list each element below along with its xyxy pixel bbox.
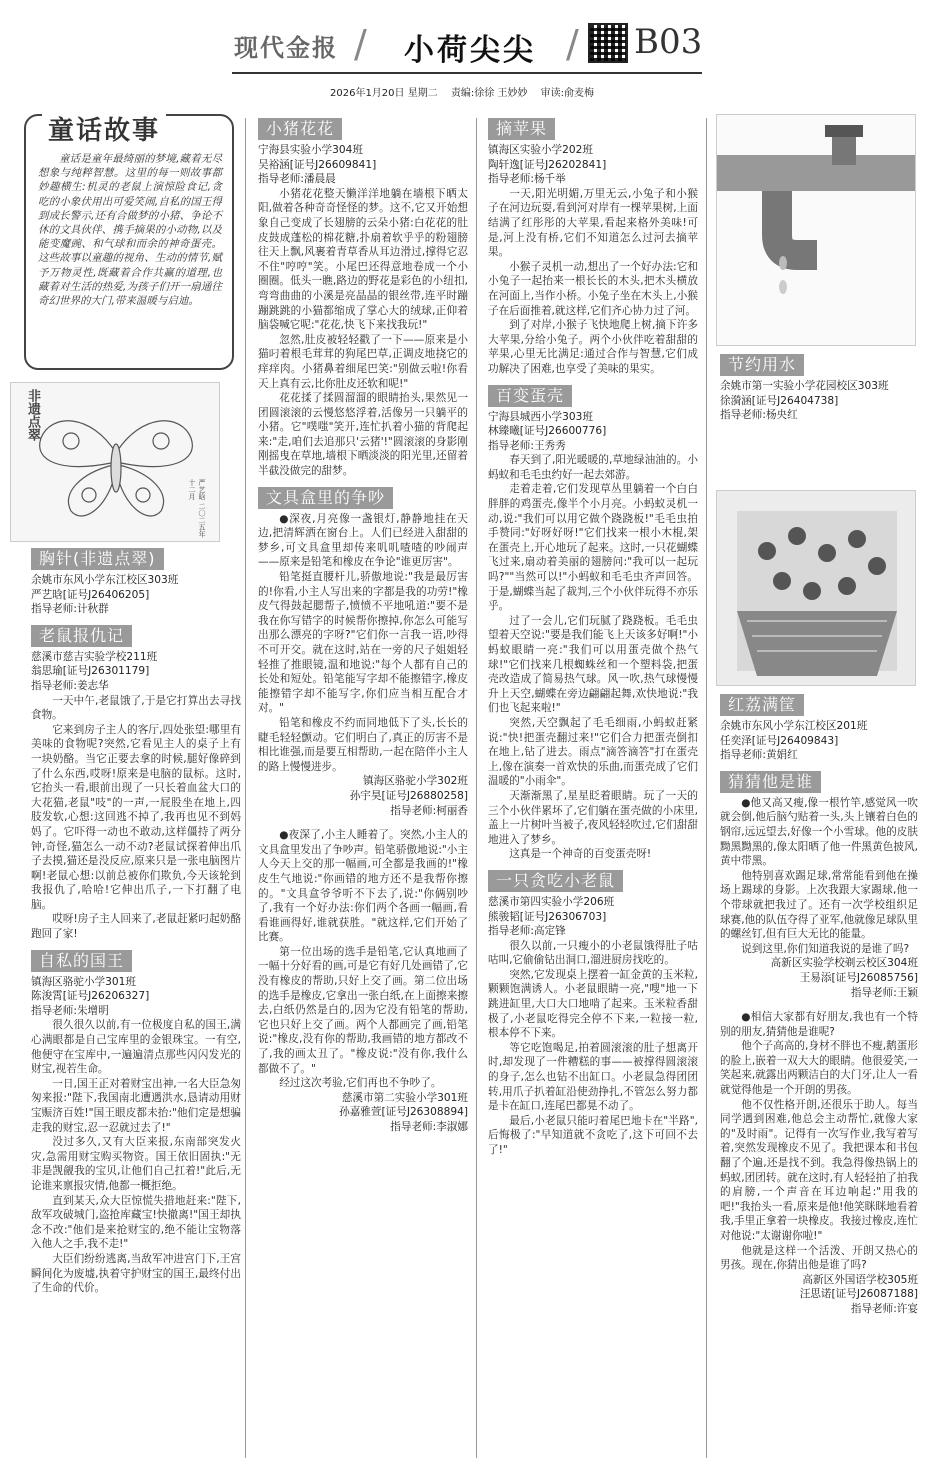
column-4-upper xyxy=(720,354,918,423)
paragraph: ●相信大家都有好朋友,我也有一个特别的朋友,猜猜他是谁呢? xyxy=(720,1011,918,1038)
paragraph: 一天,阳光明媚,万里无云,小兔子和小猴子在河边玩耍,看到河对岸有一棵苹果树,上面结满了红彤彤的大苹果,看起来格外美味!可是,河上没有桥,它们不知道怎么过河去摘苹果。 xyxy=(488,187,698,259)
article-stationery-contest xyxy=(258,828,468,1134)
paragraph: 很久很久以前,有一位极度自私的国王,满心满眼都是自己宝库里的金银珠宝。一有空,他便守在宝库中,一遍遍清点那些闪闪发光的财宝,视若生命。 xyxy=(31,1019,241,1076)
author-school: 余姚市东风小学东江校区201班 xyxy=(720,720,868,732)
article-title: 小猪花花 xyxy=(258,118,342,140)
author-school: 镇海区骆驼小学302班 xyxy=(363,775,468,788)
instructor: 指导老师:姜志华 xyxy=(31,679,109,692)
article-guess-who xyxy=(720,771,918,1000)
paragraph: 过了一会儿,它们玩腻了跷跷板。毛毛虫望着天空说:"要是我们能飞上天该多好啊!"小蚂蚁眼睛一亮:"我们可以用蛋壳做个热气球!"它们找来几根蜘蛛丝和一个塑料袋,把蛋壳改造成了简易热气球。风一吹,热气球慢慢升上天空,蝴蝶在旁边翩翩起舞,欢快地说:"我们也飞起来啦!" xyxy=(488,614,698,715)
section-name: 小荷尖尖 xyxy=(404,33,536,68)
paragraph: 突然,它发现桌上摆着一缸金黄的玉米粒,颗颗饱满诱人。小老鼠眼睛一亮,"嗖"地一下跳进缸里,大口大口地啃了起来。玉米粒香甜极了,小老鼠吃得完全停不下来,一粒接一粒,根本停不下来。 xyxy=(488,968,698,1040)
author-name: 林臻曦[证号J26600776] xyxy=(488,425,607,438)
column-divider xyxy=(476,118,477,1458)
article-title: 猜猜他是谁 xyxy=(720,771,821,793)
column-4 xyxy=(720,694,918,1317)
instructor: 指导老师:朱增明 xyxy=(31,1004,109,1017)
author-name: 汪思诺[证号J26087188] xyxy=(799,1288,918,1301)
paragraph: ●夜深了,小主人睡着了。突然,小主人的文具盒里发出了争吵声。铅笔骄傲地说:"小主人今天上交的那一幅画,可全都是我画的!"橡皮生气地说:"你画错的地方还不是我帮你擦的。"文具盒爷爷听不下去了,说:"你俩别吵了,我有一个好办法:你们两个各画一幅画,看看谁画得好,谁就获胜。"就这样,它们开始了比赛。 xyxy=(258,829,468,944)
article-stationery-quarrel xyxy=(258,487,468,818)
paragraph: 没过多久,又有大臣来报,东南部突发火灾,急需用财宝购买物资。国王依旧固执:"无非是觊觎我的宝贝,让他们自己扛着!"此后,无论谁来禀报灾情,他都一概拒绝。 xyxy=(31,1136,241,1192)
paragraph: 直到某天,众大臣惊慌失措地赶来:"陛下,敌军攻破城门,盗抢库藏宝!快撤离!"国王却执念不改:"他们是来抢财宝的,绝不能让宝物落入他人之手,我不走!" xyxy=(31,1194,241,1251)
paragraph: 一日,国王正对着财宝出神,一名大臣急匆匆来报:"陛下,我国南北遭遇洪水,恳请动用财宝赈济百姓!"国王眼皮都未抬:"他们定是想骗走我的财宝,忍一忍就过去了!" xyxy=(31,1077,241,1134)
paragraph: 等它吃饱喝足,拍着圆滚滚的肚子想离开时,却发现了一件糟糕的事——被撑得圆滚滚的身子,怎么也钻不出缸口。小老鼠急得团团转,用爪子扒着缸沿使劲挣扎,不管怎么努力都是卡在缸口,连尾巴都晃不动了。 xyxy=(488,1041,698,1113)
paragraph: 一天中午,老鼠饿了,于是它打算出去寻找食物。 xyxy=(31,694,241,722)
dateline xyxy=(330,84,604,99)
author-school: 余姚市东风小学东江校区303班 xyxy=(31,574,179,586)
author-school: 镇海区实验小学202班 xyxy=(488,144,593,156)
paragraph: 经过这次考验,它们再也不争吵了。 xyxy=(279,1077,442,1090)
article-piggy-huahua xyxy=(258,118,468,479)
paragraph: 他个子高高的,身材不胖也不瘦,鹅蛋形的脸上,嵌着一双大大的眼睛。他很爱笑,一笑起来,就露出两颗洁白的大门牙,让人一看就觉得他是一个开朗的男孩。 xyxy=(720,1040,918,1097)
paragraph: 花花揉了揉圆溜溜的眼睛抬头,果然见一团圆滚滚的云慢悠悠浮着,活像另一只躺平的小猪。它"噗嗤"笑开,连忙扒着小猫的背爬起来:"走,咱们去追那只'云猪'!"圆滚滚的身影刚刚摇曳在草地,墙根下晒淡淡的阳光里,还留着半截没做完的甜梦。 xyxy=(258,392,468,478)
article-title: 百变蛋壳 xyxy=(488,385,572,407)
paragraph: 铅笔挺直腰杆儿,骄傲地说:"我是最厉害的!你看,小主人写出来的字都是我的功劳!"橡皮气得鼓起腮帮子,愤愤不平地吼道:"要不是我在你写错字的时候帮你擦掉,你怎么可能写出那么漂亮的字呀?"它们你一言我一语,吵得不可开交。就在这时,站在一旁的尺子姐姐轻轻推了推眼镜,温和地说:"每个人都有自己的长处和短处。铅笔能写字却不能擦错字,橡皮能擦错字却不能写字,你们应当相互配合才对。" xyxy=(258,571,468,715)
author-school: 慈溪市第二实验小学301班 xyxy=(341,1091,468,1104)
article-lychee xyxy=(720,694,918,763)
paragraph: 到了对岸,小猴子飞快地爬上树,摘下许多大苹果,分给小兔子。两个小伙伴吃着甜甜的苹果,心里无比满足:通过合作与智慧,它们成功解决了困难,也享受了美味的果实。 xyxy=(488,319,698,375)
instructor: 指导老师:潘晨晨 xyxy=(258,173,336,186)
article-brooch xyxy=(31,548,241,617)
instructor: 指导老师:王秀秀 xyxy=(488,439,566,452)
fairy-tale-intro-box xyxy=(24,114,234,370)
author-name: 翁思瑜[证号J26301179] xyxy=(31,665,150,678)
article-title: 老鼠报仇记 xyxy=(31,625,132,647)
lychee-basket-drawing xyxy=(717,491,916,686)
author-name: 孙宇昊[证号J26880258] xyxy=(349,789,468,802)
instructor: 指导老师:许宴 xyxy=(850,1302,918,1315)
author-school: 慈溪市第四实验小学206班 xyxy=(488,895,615,908)
paragraph: 天渐渐黑了,星星眨着眼睛。玩了一天的三个小伙伴累坏了,它们躺在蛋壳做的小床里,盖上一片树叶当被子,夜风轻轻吹过,它们甜甜地进入了梦乡。 xyxy=(488,789,698,846)
article-greedy-mouse xyxy=(488,870,698,1158)
article-title: 胸针(非遗点翠) xyxy=(31,548,164,570)
column-2 xyxy=(258,118,468,1135)
instructor: 指导老师:杨千举 xyxy=(488,173,566,186)
author-name: 陈浚霄[证号J26206327] xyxy=(31,990,150,1003)
editor-credit: 责编:徐徐 王妙妙 xyxy=(450,88,528,99)
paragraph: 走着走着,它们发现草丛里躺着一个白白胖胖的鸡蛋壳,像半个小月亮。小蚂蚁灵机一动,说:"我们可以用它做个跷跷板!"毛毛虫拍手赞同:"好呀好呀!"它们找来一根小木棍,架在蛋壳上,开心地玩了起来。这时,一只花蝴蝶飞过来,扇动着美丽的翅膀问:"我可以一起玩吗?""当然可以!"小蚂蚁和毛毛虫齐声回答。于是,蝴蝶当起了裁判,三个小伙伴玩得不亦乐乎。 xyxy=(488,483,698,613)
column-divider xyxy=(706,118,707,1458)
paragraph: 他就是这样一个活泼、开朗又热心的男孩。现在,你猜出他是谁了吗? xyxy=(720,1244,918,1272)
author-name: 陶轩逸[证号J26202841] xyxy=(488,158,607,171)
issue-date: 2026年1月20日 星期二 xyxy=(330,88,438,99)
paragraph: 铅笔和橡皮不约而同地低下了头,长长的睫毛轻轻颤动。它们明白了,真正的厉害不是相比谁强,而是要互相帮助,一起在陪伴小主人的路上慢慢进步。 xyxy=(258,716,468,773)
paragraph: 忽然,肚皮被轻轻戳了一下——原来是小猫叼着根毛茸茸的狗尾巴草,正调皮地挠它的痒痒肉。小猪鼻着细尾巴笑:"别做云啦!你看天上真有云,比你肚皮还软和呢!" xyxy=(258,333,468,390)
author-school: 慈溪市慈吉实验学校211班 xyxy=(31,650,158,663)
water-saving-artwork xyxy=(716,114,916,346)
faucet-drawing xyxy=(717,115,916,346)
paragraph: ●他又高又瘦,像一根竹竿,感觉风一吹就会倒,他后脑勺贴着一头,头上镶着白色的钢帘,远远望去,好像一个小雪球。他的皮肤黝黑黝黑的,像太阳晒了他一件黑黄色披风,黄中带黑。 xyxy=(720,796,918,868)
artist-signature: 严艺晗 二〇二五年十二月 xyxy=(188,479,206,538)
paragraph: 大臣们纷纷逃离,当敌军冲进宫门下,王宫瞬间化为废墟,执着守护财宝的国王,最终付出了生命的代价。 xyxy=(31,1252,241,1295)
article-mouse-revenge xyxy=(31,625,241,942)
author-school: 高新区实验学校剃云校区304班 xyxy=(770,957,918,970)
masthead-rule xyxy=(232,72,702,74)
masthead xyxy=(0,0,934,80)
author-school: 镇海区骆驼小学301班 xyxy=(31,975,136,988)
paragraph: 它来到房子主人的客厅,四处张望:哪里有美味的食物呢?突然,它看见主人的桌子上有一块奶酪。当它正要去拿的时候,腿好像碎到了什么东西,哎呀!原来是电脑的鼠标。这时,它抬头一看,眼前出现了一只长着血盆大口的大花猫,老鼠"吱"的一声,一屁股坐在地上,四肢发软,心想:这回逃不掉了,我再也见不到妈妈了。它吓得一动也不敢动,这样僵持了两分钟,奇怪,猫怎么一动不动?老鼠试探着伸出爪子去摸,猫还是没反应,原来只是一张电脑图片啊!老鼠心想:以前总被你们欺负,今天该轮到我报仇了,哈哈!它伸出爪子,一下打翻了电脑。 xyxy=(31,723,241,911)
instructor: 指导老师:杨央红 xyxy=(720,409,798,422)
paragraph: 说到这里,你们知道我说的是谁了吗? xyxy=(741,942,910,955)
reviewer-credit: 审读:俞麦梅 xyxy=(540,88,595,99)
fairy-tale-intro: 童话是童年最绮丽的梦境,藏着无尽想象与纯粹智慧。这里的每一则故事都妙趣横生:机灵的老鼠上演惊险食记,贪吃的小象伏用出可爱笑闹,自私的国王得到成长警示,还有合做梦的小猪、争论不休的文具伙伴、携手摘果的小动物,以及能变魔豌、和气球和而余的神奇蛋壳。这些故事以童趣的视角、生动的情节,赋予万物灵性,既藏着合作共赢的道理,也藏着对生活的热爱,为孩子们开一扇通往奇幻世界的大门,带来温暖与启迪。 xyxy=(38,153,222,308)
paragraph: 他特别喜欢踢足球,常常能看到他在操场上踢球的身影。上次我跟大家踢球,他一个带球就把我过了。还有一次学校组织足球赛,他的队伍夺得了亚军,他就像足球队里的螺丝钉,但有巨大无比的能量。 xyxy=(720,869,918,941)
article-title: 节约用水 xyxy=(720,354,804,376)
paragraph: 小猴子灵机一动,想出了一个好办法:它和小兔子一起抬来一根长长的木头,把木头横放在河面上,当作小桥。小兔子坐在木头上,小猴子在后面推着,就这样,它们齐心协力过了河。 xyxy=(488,260,698,317)
paragraph: 哎呀!房子主人回来了,老鼠赶紧叼起奶酪跑回了家! xyxy=(31,913,241,941)
paragraph: 小猪花花整天懒洋洋地躺在墙根下晒太阳,做着各种奇奇怪怪的梦。这不,它又开始想象自己变成了长翅膀的云朵小猪:白花花的肚皮鼓成蓬松的棉花糖,扑扇着软乎乎的粉翅膀往天上飘,风裹着青草香从耳边滑过,撑得它忍不住"哼哼"笑。小尾巴还得意地卷成一个小圈圈。低头一瞧,路边的野花是彩色的小纽扣,弯弯曲曲的小溪是亮晶晶的银丝带,连平时蹦蹦跳跳的小猫都缩成了掌心大的绒球,正仰着脑袋喊它呢:"花花,快飞下来找我玩!" xyxy=(258,187,468,332)
author-name: 任奕泽[证号J26409843] xyxy=(720,734,839,747)
article-title: 一只贪吃小老鼠 xyxy=(488,870,623,892)
page-number: B03 xyxy=(634,22,703,62)
instructor: 指导老师:李淑娜 xyxy=(390,1121,468,1133)
author-school: 余姚市第一实验小学花园校区303班 xyxy=(720,380,889,392)
art-label: 非遗点翠 xyxy=(25,389,40,441)
author-school: 宁海县城西小学303班 xyxy=(488,410,593,423)
paragraph: 这真是一个神奇的百变蛋壳呀! xyxy=(509,848,652,861)
paragraph: 第一位出场的选手是铅笔,它认真地画了一幅十分好看的画,可是它有好几处画错了,它没有橡皮的帮助,只好上交了画。第二位出场的选手是橡皮,它拿出一张白纸,在上面擦来擦去,白纸仍然是白的,因为它没有铅笔的帮助,它也只好上交了画。两个人都画完了画,铅笔说:"橡皮,没有你的帮助,我画错的地方都改不了,我的画太丑了。"橡皮说:"没有你,我什么都做不了。" xyxy=(258,945,468,1075)
instructor: 指导老师:王颖 xyxy=(850,986,918,999)
article-magic-eggshell xyxy=(488,385,698,862)
column-1 xyxy=(31,548,241,1296)
instructor: 指导老师:柯丽香 xyxy=(390,804,468,817)
instructor: 指导老师:计秋群 xyxy=(31,603,109,616)
paragraph: 突然,天空飘起了毛毛细雨,小蚂蚁赶紧说:"快!把蛋壳翻过来!"它们合力把蛋壳倒扣在地上,钻了进去。雨点"滴答滴答"打在蛋壳上,像在演奏一首欢快的乐曲,而蛋壳成了它们温暖的"小雨伞"。 xyxy=(488,716,698,788)
newspaper-name: 现代金报 xyxy=(234,33,338,62)
instructor: 指导老师:高定锋 xyxy=(488,925,566,938)
paragraph: 他不仅性格开朗,还很乐于助人。每当同学遇到困难,他总会主动帮忙,就像大家的"及时雨"。记得有一次写作业,我写着写着,突然发现橡皮不见了。我把课本和书包翻了个遍,还是找不到。我急得像热锅上的蚂蚁,团团转。就在这时,有人轻轻拍了拍我的肩膀,一个声音在耳边响起:"用我的吧!"我抬头一看,原来是他!他笑眯眯地看着我,手里正拿着一块橡皮。我接过橡皮,连忙对他说:"太谢谢你啦!" xyxy=(720,1098,918,1242)
author-name: 王易添[证号J26085756] xyxy=(799,971,918,984)
author-name: 熊骏韬[证号J26306703] xyxy=(488,910,607,923)
article-title: 红荔满筐 xyxy=(720,694,804,716)
author-name: 孙嘉雅萱[证号J26308894] xyxy=(339,1106,468,1119)
paragraph: 很久以前,一只瘦小的小老鼠饿得肚子咕咕叫,它偷偷钻出洞口,溜进厨房找吃的。 xyxy=(488,939,698,967)
article-title: 文具盒里的争吵 xyxy=(258,487,393,509)
divider-slash: / xyxy=(354,22,367,66)
author-name: 严艺晗[证号J26406205] xyxy=(31,588,150,601)
author-school: 宁海县实验小学304班 xyxy=(258,144,363,156)
column-3 xyxy=(488,118,698,1158)
article-picking-apples xyxy=(488,118,698,377)
author-name: 徐漪涵[证号J26404738] xyxy=(720,394,839,407)
article-title: 摘苹果 xyxy=(488,118,555,140)
paragraph: ●深夜,月亮像一盏银灯,静静地挂在天边,把清辉洒在窗台上。人们已经进入甜甜的梦乡,可文具盒里却传来叽叽喳喳的吵闹声——原来是铅笔和橡皮在争论"谁更厉害"。 xyxy=(258,512,468,569)
lychee-basket-artwork xyxy=(716,490,916,686)
instructor: 指导老师:黄娟红 xyxy=(720,749,798,762)
qr-code-icon[interactable] xyxy=(588,23,628,63)
column-divider xyxy=(245,118,246,1458)
brooch-artwork xyxy=(10,382,220,542)
author-school: 高新区外国语学校305班 xyxy=(802,1273,918,1286)
author-name: 吴裕涵[证号J26609841] xyxy=(258,158,377,171)
article-guess-who-2 xyxy=(720,1010,918,1316)
article-title: 自私的国王 xyxy=(31,950,132,972)
article-selfish-king xyxy=(31,950,241,1296)
paragraph: 最后,小老鼠只能叼着尾巴地卡在"半路",后悔极了:"早知道就不贪吃了,这下可回不去了!" xyxy=(488,1114,698,1156)
paragraph: 春天到了,阳光暖暖的,草地绿油油的。小蚂蚁和毛毛虫约好一起去郊游。 xyxy=(488,454,698,481)
fairy-tale-title: 童话故事 xyxy=(42,110,166,147)
divider-slash: / xyxy=(566,22,579,66)
